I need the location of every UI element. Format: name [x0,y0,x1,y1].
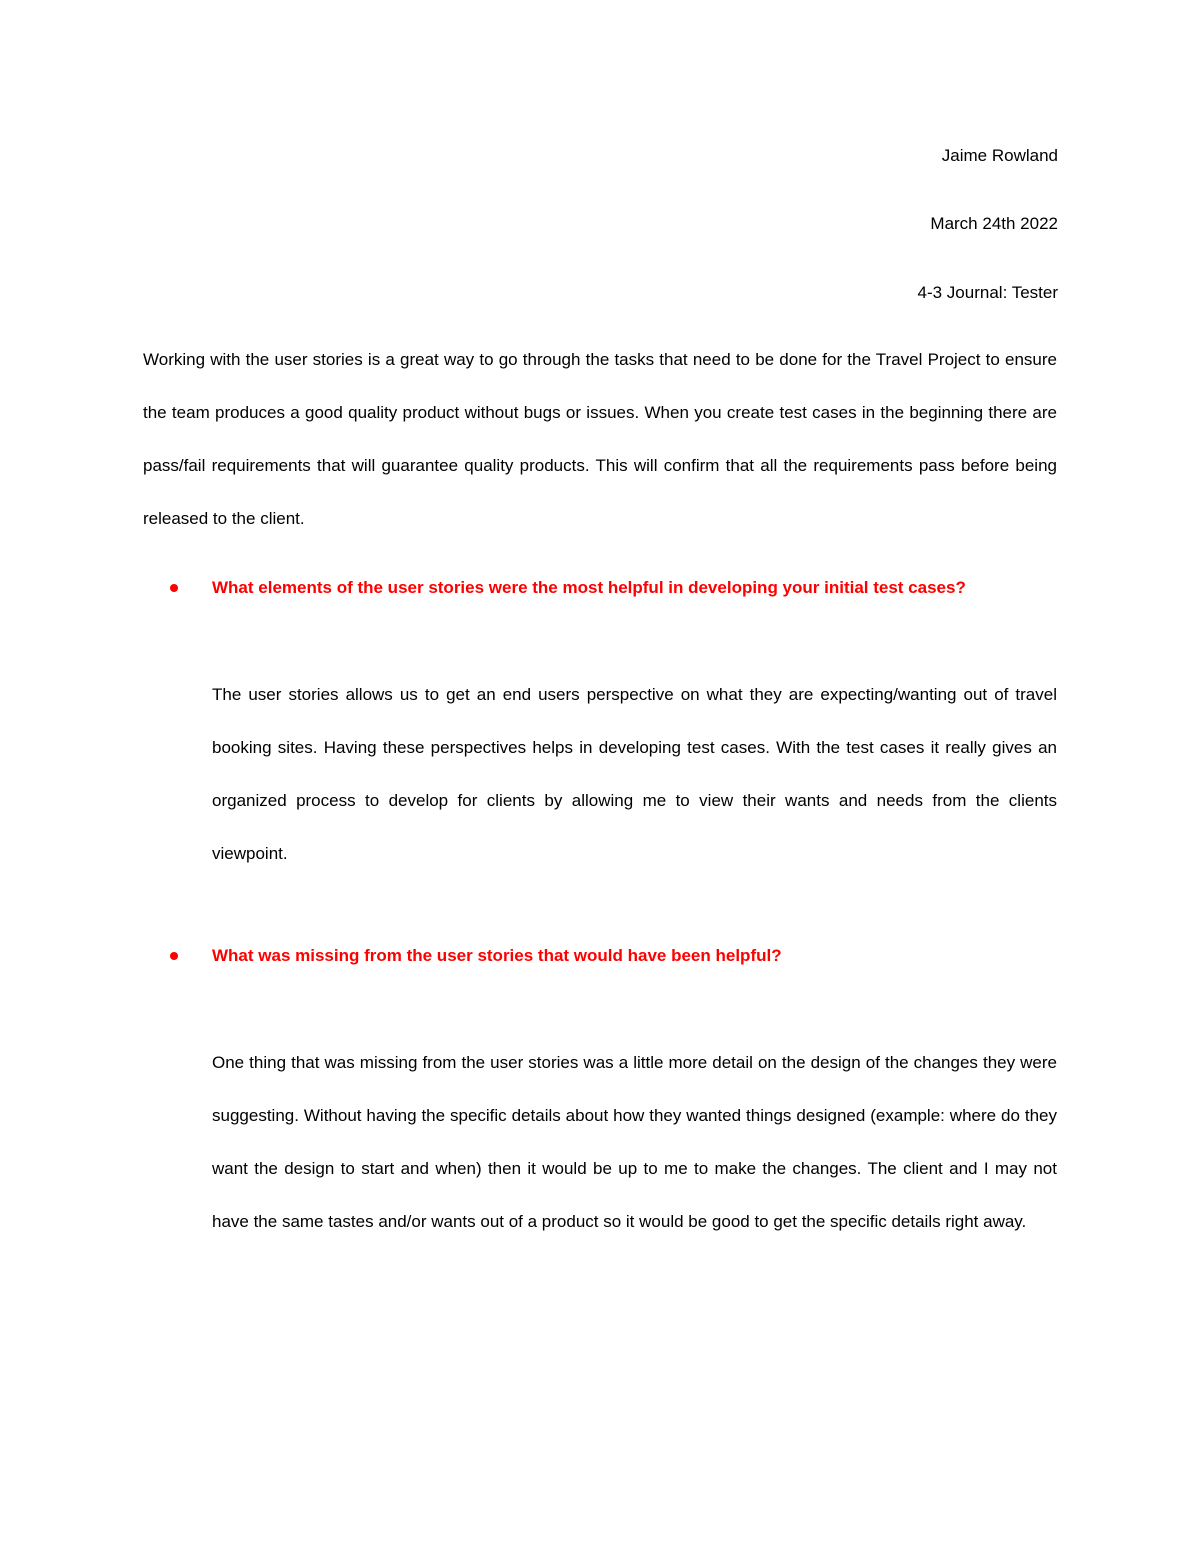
answer-1-paragraph: The user stories allows us to get an end users perspective on what they are expecting/wanting out of travel booking sites. Having these perspectives helps in developing test cases. With the test cases it really gives an organized process to develop for clients by allowing me to view their wants and needs from the clients viewpoint. [212,685,1057,863]
document-date: March 24th 2022 [930,214,1058,233]
intro-paragraph: Working with the user stories is a great way to go through the tasks that need to be done for the Travel Project to ensure the team produces a good quality product without bugs or issues. When you create test cases in the beginning there are pass/fail requirements that will guarantee quality products. This will confirm that all the requirements pass before being released to the client. [143,350,1057,528]
bullet-dot-icon [170,952,178,960]
document-title: 4-3 Journal: Tester [917,283,1058,302]
question-1-text: What elements of the user stories were the most helpful in developing your initial test cases? [212,578,966,597]
answer-2-paragraph: One thing that was missing from the user stories was a little more detail on the design of the changes they were suggesting. Without having the specific details about how they wanted things designed (example: where do they want the design to start and when) then it would be up to me to make the changes. The client and I may not have the same tastes and/or wants out of a product so it would be good to get the specific details right away. [212,1053,1057,1231]
author-name: Jaime Rowland [941,146,1058,165]
question-2-text: What was missing from the user stories that would have been helpful? [212,946,782,965]
bullet-dot-icon [170,584,178,592]
